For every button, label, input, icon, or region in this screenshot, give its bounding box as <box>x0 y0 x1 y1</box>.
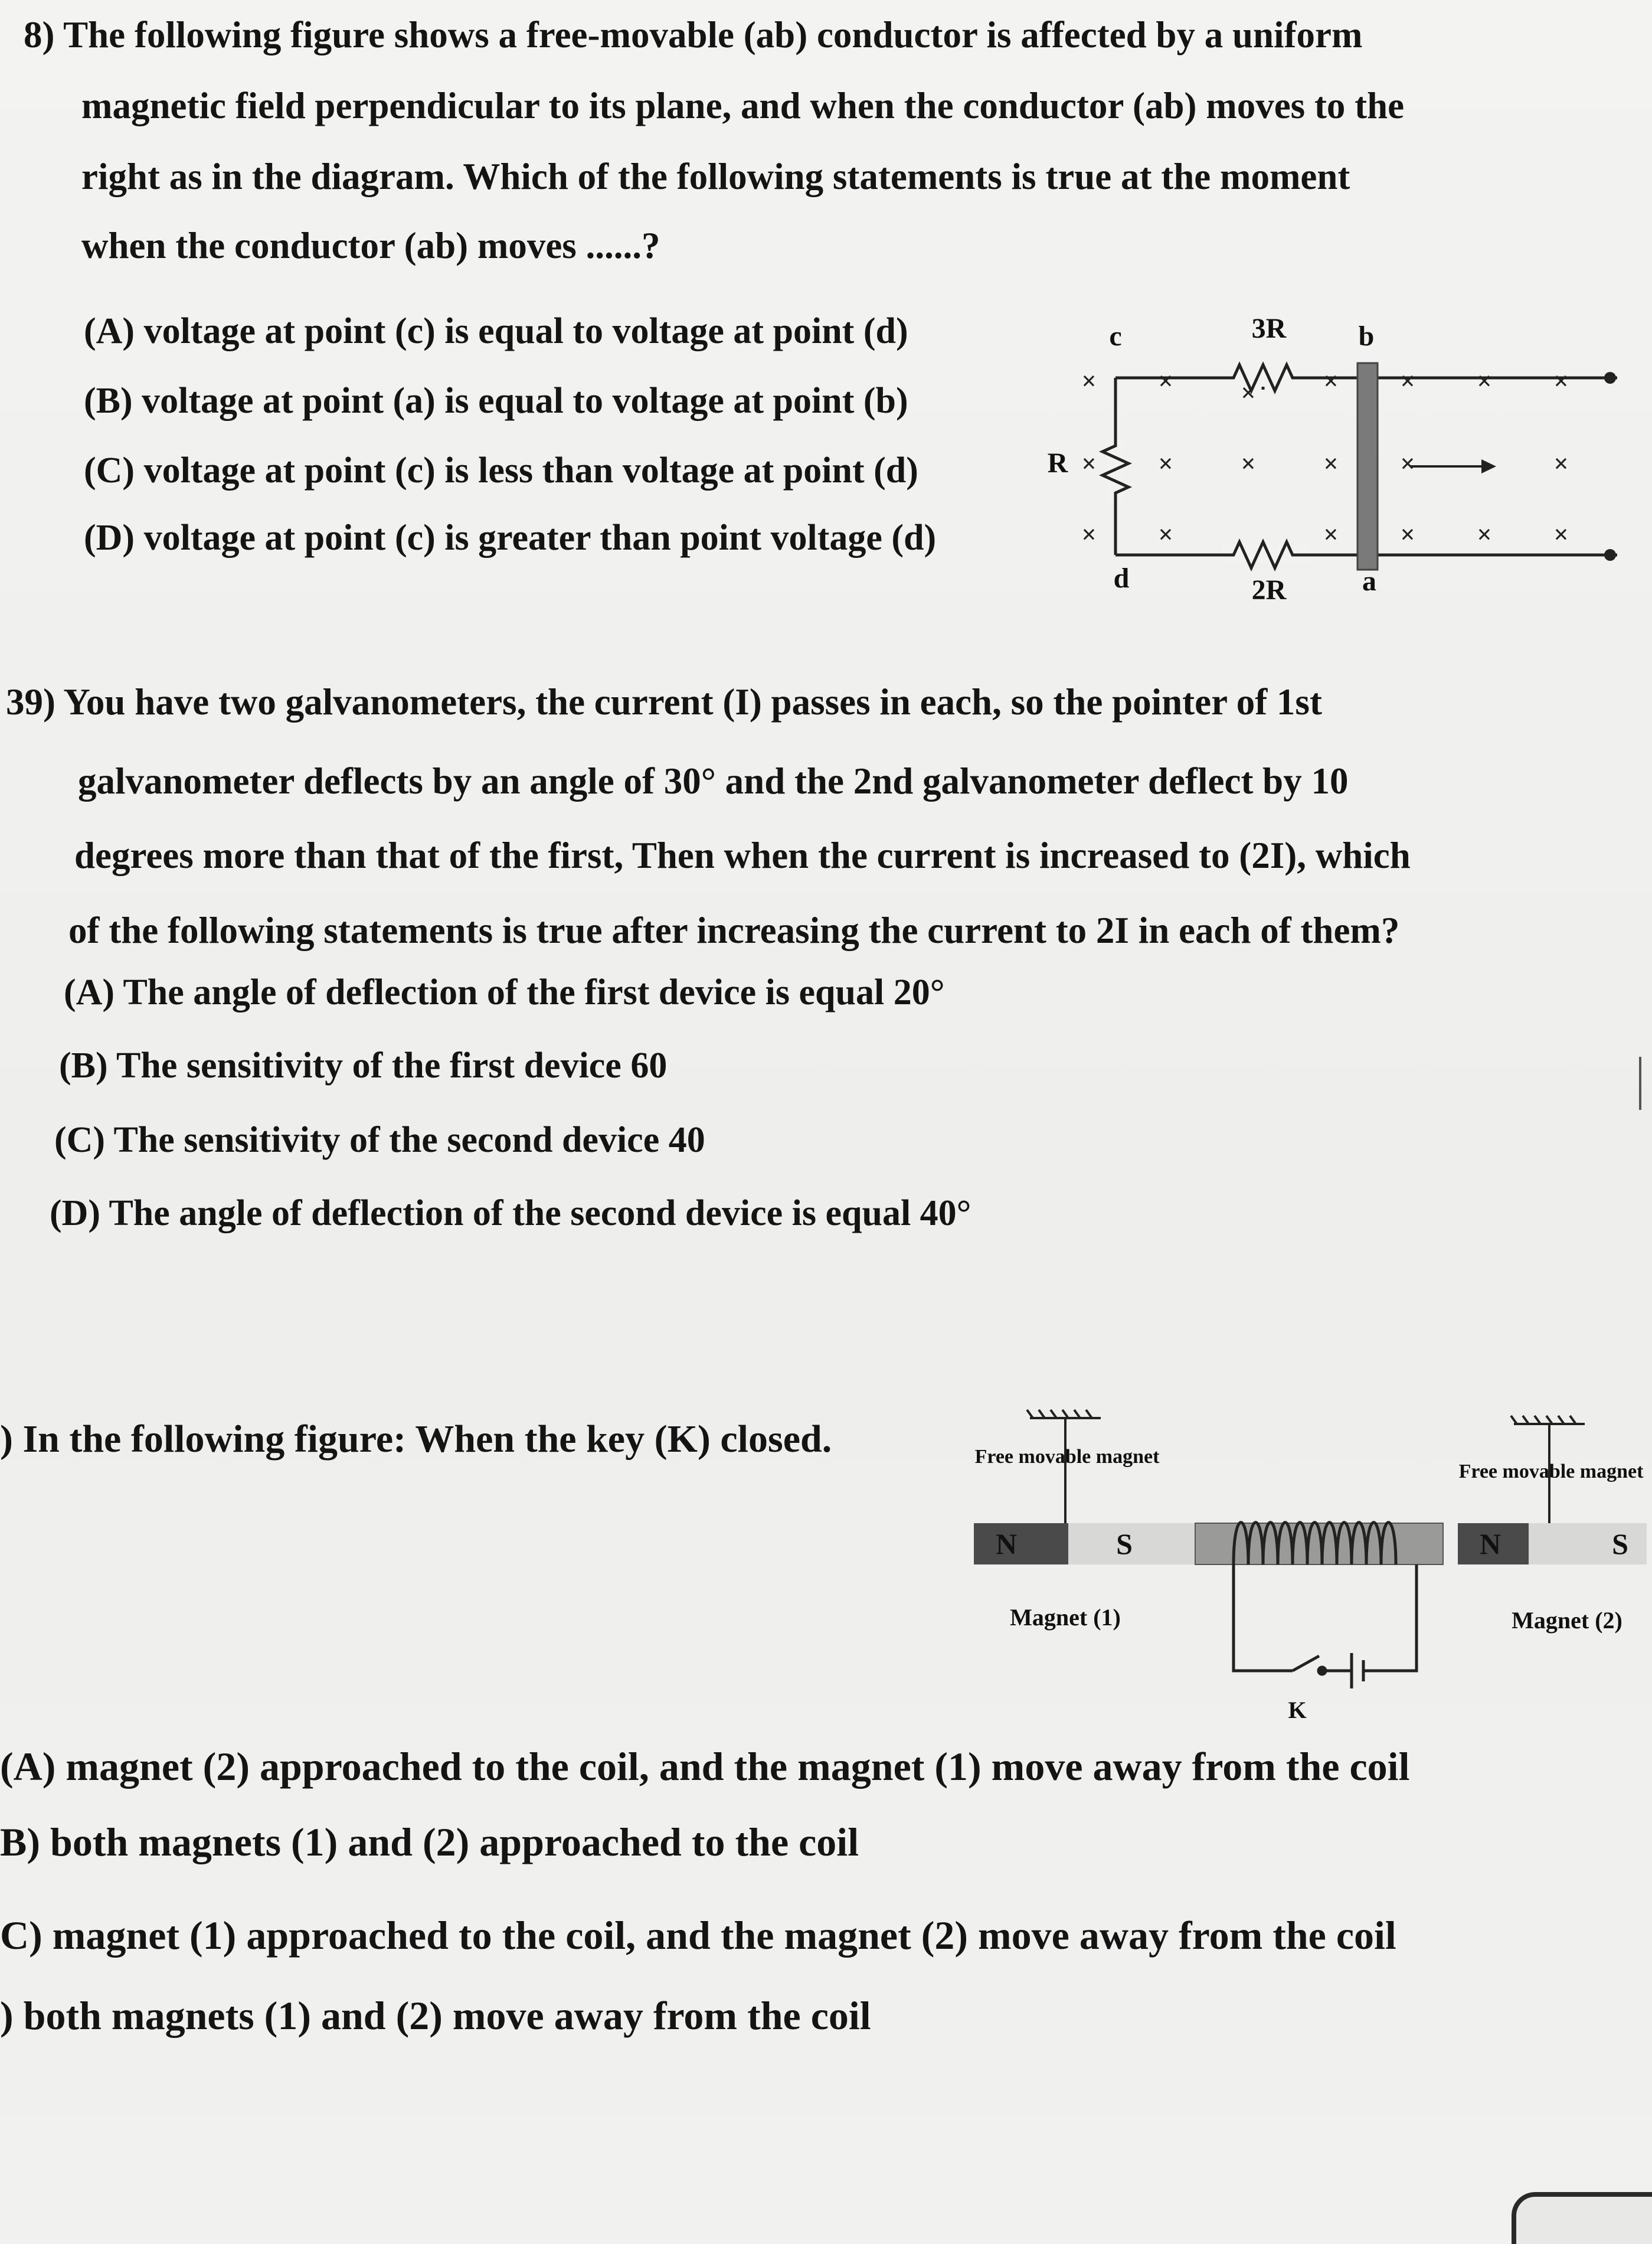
label-3R: 3R <box>1251 313 1287 344</box>
magnet1-S-pole: S <box>1116 1527 1133 1560</box>
field-cross: × <box>1323 520 1339 549</box>
magnet2-S-pole: S <box>1612 1527 1628 1560</box>
q40-stem: ) In the following figure: When the key (K) closed. <box>0 1417 832 1461</box>
magnet2-label: Magnet (2) <box>1512 1607 1622 1634</box>
field-cross: × <box>1553 449 1569 478</box>
field-cross: × <box>1323 367 1339 396</box>
key-label: K <box>1288 1697 1307 1723</box>
q39-stem-line-2: galvanometer deflects by an angle of 30° and the 2nd galvanometer deflect by 10 <box>78 760 1349 802</box>
q39-option-b[interactable]: (B) The sensitivity of the first device 60 <box>59 1046 668 1086</box>
field-cross: × <box>1400 520 1415 549</box>
margin-mark <box>1639 1057 1641 1110</box>
label-c: c <box>1109 321 1122 352</box>
q38-option-a[interactable]: (A) voltage at point (c) is equal to voltage at point (d) <box>84 311 908 351</box>
magnet2-N-pole: N <box>1479 1527 1501 1560</box>
q40-option-a[interactable]: (A) magnet (2) approached to the coil, and the magnet (1) move away from the coil <box>0 1744 1410 1789</box>
field-cross: × <box>1241 378 1256 407</box>
label-2R: 2R <box>1251 574 1287 606</box>
free-movable-label-1: Free movable magnet <box>974 1446 1160 1468</box>
q38-stem-line-1: 8) The following figure shows a free-movable (ab) conductor is affected by a uniform <box>24 14 1363 55</box>
q40-coil-diagram <box>927 1405 1647 1736</box>
q38-stem-line-3: right as in the diagram. Which of the following statements is true at the moment <box>81 156 1350 197</box>
field-cross: × <box>1400 367 1415 396</box>
field-cross: × <box>1477 520 1492 549</box>
label-a: a <box>1362 566 1376 597</box>
magnet1-label: Magnet (1) <box>1010 1604 1121 1631</box>
q39-option-a[interactable]: (A) The angle of deflection of the first device is equal 20° <box>64 972 945 1012</box>
q39-stem-line-1: 39) You have two galvanometers, the current (I) passes in each, so the pointer of 1st <box>6 681 1322 723</box>
label-d: d <box>1113 563 1130 594</box>
field-cross: × <box>1158 367 1173 396</box>
field-cross: × <box>1553 520 1569 549</box>
field-cross: × <box>1553 367 1569 396</box>
label-R: R <box>1047 448 1068 479</box>
q38-option-d[interactable]: (D) voltage at point (c) is greater than point voltage (d) <box>84 518 937 558</box>
field-cross: × <box>1158 449 1173 478</box>
field-cross: × <box>1081 520 1097 549</box>
free-movable-label-2: Free movable magnet <box>1458 1461 1644 1482</box>
field-cross: × <box>1241 449 1256 478</box>
q38-stem-line-4: when the conductor (ab) moves ......? <box>81 225 660 266</box>
page-edge-shadow <box>1512 2192 1652 2244</box>
field-cross: × <box>1081 449 1097 478</box>
q38-circuit-diagram <box>1027 295 1617 614</box>
q38-option-b[interactable]: (B) voltage at point (a) is equal to voltage at point (b) <box>84 381 908 421</box>
field-cross: × <box>1477 367 1492 396</box>
magnet1-N-pole: N <box>995 1527 1018 1560</box>
q39-stem-line-4: of the following statements is true after increasing the current to 2I in each of them? <box>68 910 1400 951</box>
q38-option-c[interactable]: (C) voltage at point (c) is less than voltage at point (d) <box>84 450 918 491</box>
q39-option-c[interactable]: (C) The sensitivity of the second device 40 <box>54 1120 705 1160</box>
field-cross: × <box>1323 449 1339 478</box>
q38-stem-line-2: magnetic field perpendicular to its plane, and when the conductor (ab) moves to the <box>81 85 1405 126</box>
field-cross: × <box>1081 367 1097 396</box>
q40-option-d[interactable]: ) both magnets (1) and (2) move away from the coil <box>0 1993 871 2038</box>
label-b: b <box>1358 321 1375 352</box>
q40-option-c[interactable]: C) magnet (1) approached to the coil, and the magnet (2) move away from the coil <box>0 1913 1396 1958</box>
q39-stem-line-3: degrees more than that of the first, Then when the current is increased to (2I), which <box>74 835 1411 876</box>
q39-option-d[interactable]: (D) The angle of deflection of the second device is equal 40° <box>50 1193 971 1233</box>
field-cross: × <box>1400 449 1415 478</box>
field-cross: × <box>1158 520 1173 549</box>
q40-option-b[interactable]: B) both magnets (1) and (2) approached to the coil <box>0 1820 859 1864</box>
